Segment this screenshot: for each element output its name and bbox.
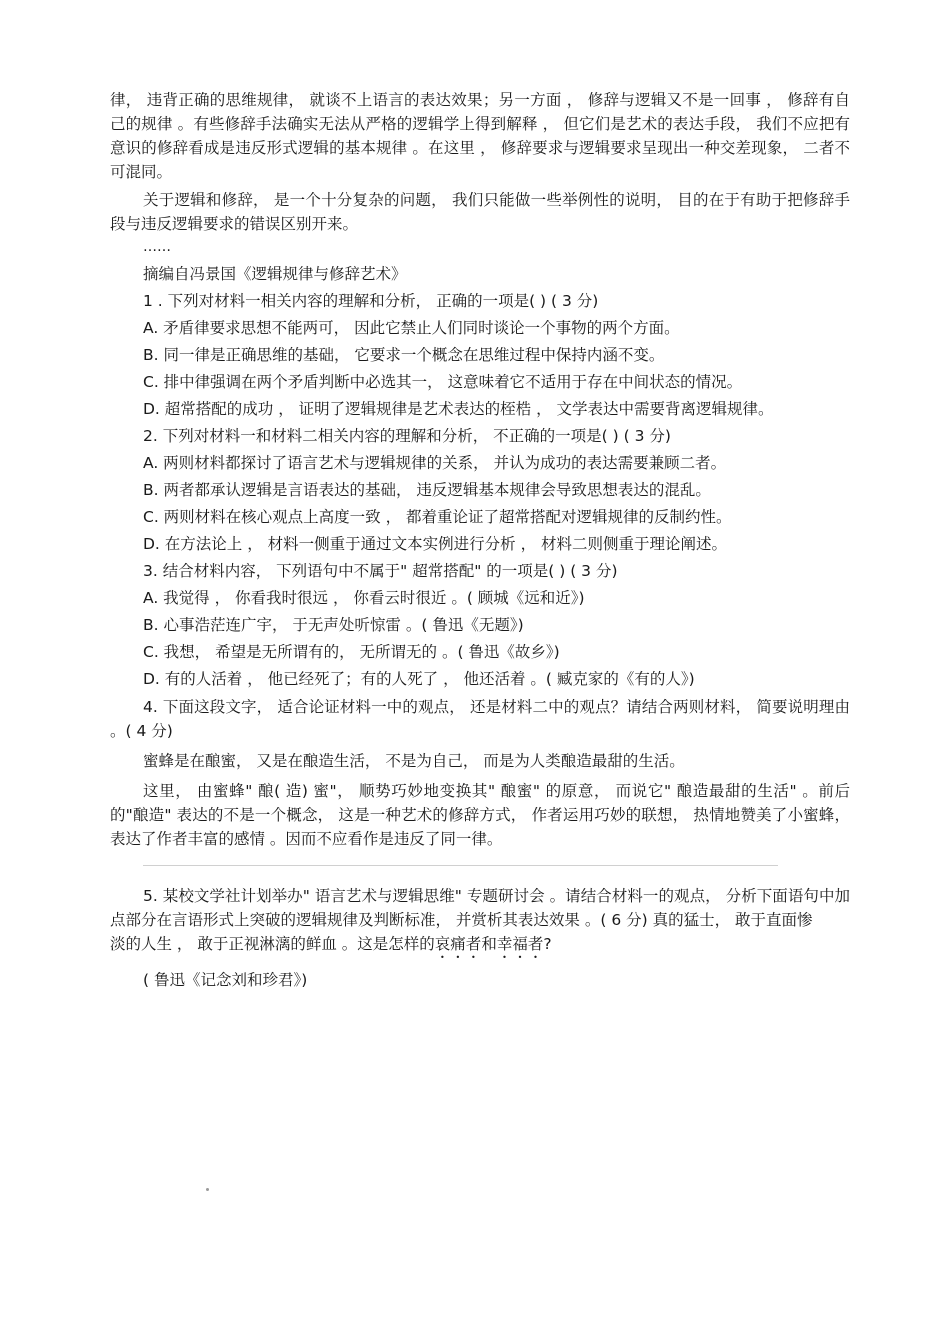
question-4-quote: 蜜蜂是在酿蜜， 又是在酿造生活， 不是为自己， 而是为人类酿造最甜的生活。	[143, 752, 685, 770]
omission-ellipsis: ……	[143, 239, 171, 255]
document-page	[110, 88, 850, 992]
material-paragraph-conclusion: 关于逻辑和修辞， 是一个十分复杂的问题， 我们只能做一些举例性的说明， 目的在于有助于把修辞手段与违反逻辑要求的错误区别开来。	[110, 191, 850, 233]
page-speck-mark	[206, 1188, 209, 1191]
question-5-quoted-line	[110, 932, 850, 962]
question-3-option-a: A. 我觉得 ， 你看我时很远 ， 你看云时很近 。( 顾城《远和近》)	[143, 589, 585, 607]
material-paragraph-continuation: 律， 违背正确的思维规律， 就谈不上语言的表达效果；另一方面 ， 修辞与逻辑又不是一回事 ， 修辞有自己的规律 。有些修辞手法确实无法从严格的逻辑学上得到解释 ， 但它们是艺术的表达手段， 我们不应把有意识的修辞看成是违反形式逻辑的基本规律 。在这里 ， 修辞要求与逻辑要求呈现出一种交差现象， 二者不可混同。	[110, 91, 850, 181]
question-3	[110, 559, 850, 691]
question-5-line-suffix: ?	[543, 935, 552, 953]
question-2	[110, 424, 850, 556]
question-5-connector: 和	[481, 935, 497, 953]
question-5	[110, 884, 850, 992]
question-1	[110, 289, 850, 421]
question-5-dotted-word-1: 哀痛者	[434, 935, 482, 953]
question-4-stem: 4. 下面这段文字， 适合论证材料一中的观点， 还是材料二中的观点？请结合两则材料， 简要说明理由 。( 4 分)	[110, 698, 850, 740]
question-3-stem: 3. 结合材料内容， 下列语句中不属于" 超常搭配" 的一项是( ) ( 3 分)	[143, 562, 618, 580]
question-1-option-b: B. 同一律是正确思维的基础， 它要求一个概念在思维过程中保持内涵不变。	[143, 346, 665, 364]
question-3-option-b: B. 心事浩茫连广宇， 于无声处听惊雷 。( 鲁迅《无题》)	[143, 616, 524, 634]
question-5-stem: 5. 某校文学社计划举办" 语言艺术与逻辑思维" 专题研讨会 。请结合材料一的观点， 分析下面语句中加点部分在言语形式上突破的逻辑规律及判断标准， 并赏析其表达效果 。( 6 分) 真的猛士， 敢于直面惨	[110, 887, 850, 929]
section-divider	[143, 865, 778, 866]
question-5-source: ( 鲁迅《记念刘和珍君》)	[143, 971, 308, 989]
question-5-line-prefix: 淡的人生 ， 敢于正视淋漓的鲜血 。这是怎样的	[110, 935, 435, 953]
question-1-option-d: D. 超常搭配的成功 ， 证明了逻辑规律是艺术表达的桎梏 ， 文学表达中需要背离逻辑规律。	[143, 400, 774, 418]
question-3-option-d: D. 有的人活着 ， 他已经死了；有的人死了 ， 他还活着 。( 臧克家的《有的人》)	[143, 670, 695, 688]
question-1-stem: 1 . 下列对材料一相关内容的理解和分析， 正确的一项是( ) ( 3 分)	[143, 292, 599, 310]
question-2-stem: 2. 下列对材料一和材料二相关内容的理解和分析， 不正确的一项是( ) ( 3 分)	[143, 427, 671, 445]
question-2-option-a: A. 两则材料都探讨了语言艺术与逻辑规律的关系， 并认为成功的表达需要兼顾二者。	[143, 454, 727, 472]
question-4	[110, 695, 850, 851]
question-3-option-c: C. 我想， 希望是无所谓有的， 无所谓无的 。( 鲁迅《故乡》)	[143, 643, 560, 661]
question-1-option-c: C. 排中律强调在两个矛盾判断中必选其一， 这意味着它不适用于存在中间状态的情况。	[143, 373, 743, 391]
material-source: 摘编自冯景国《逻辑规律与修辞艺术》	[143, 265, 407, 283]
question-5-dotted-word-2: 幸福者	[496, 935, 544, 953]
question-2-option-c: C. 两则材料在核心观点上高度一致 ， 都着重论证了超常搭配对逻辑规律的反制约性。	[143, 508, 732, 526]
question-2-option-b: B. 两者都承认逻辑是言语表达的基础， 违反逻辑基本规律会导致思想表达的混乱。	[143, 481, 711, 499]
question-2-option-d: D. 在方法论上 ， 材料一侧重于通过文本实例进行分析 ， 材料二则侧重于理论阐述。	[143, 535, 727, 553]
question-1-option-a: A. 矛盾律要求思想不能两可， 因此它禁止人们同时谈论一个事物的两个方面。	[143, 319, 680, 337]
question-4-answer: 这里， 由蜜蜂" 酿( 造) 蜜"， 顺势巧妙地变换其" 酿蜜" 的原意， 而说它" 酿造最甜的生活" 。前后的"酿造" 表达的不是一个概念， 这是一种艺术的修辞方式， 作者运用巧妙的联想， 热情地赞美了小蜜蜂，表达了作者丰富的感情 。因而不应看作是违反了同一律。	[110, 782, 850, 848]
